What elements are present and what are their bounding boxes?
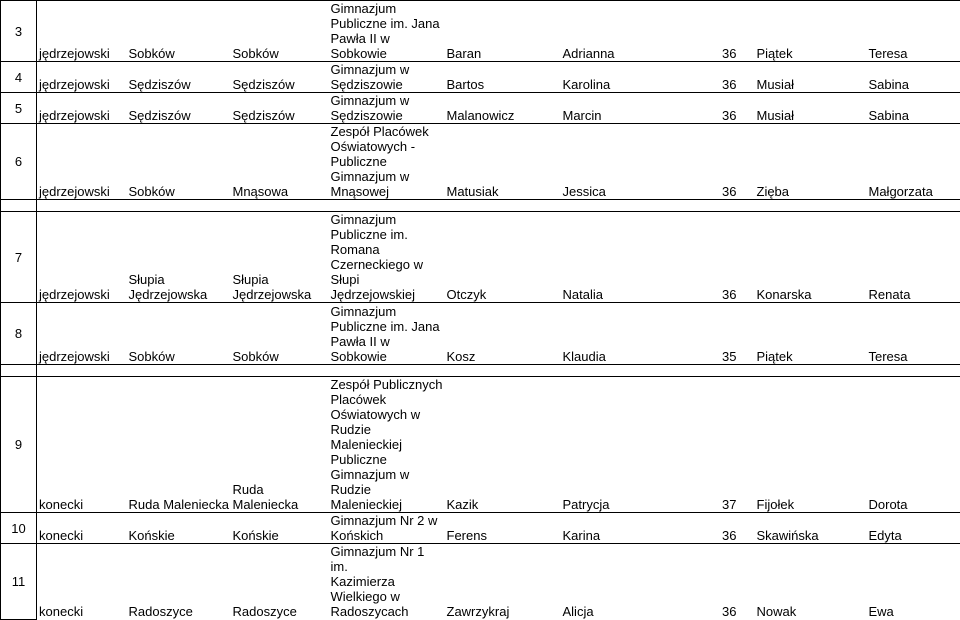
commune-cell: Ruda Maleniecka — [127, 377, 231, 513]
row-number: 8 — [1, 303, 37, 365]
school-cell — [329, 124, 445, 200]
school-line: Mnąsowej — [331, 184, 445, 199]
county-cell: konecki — [37, 513, 127, 544]
school-line: Publiczne im. — [331, 227, 445, 242]
commune-cell: Sędziszów — [127, 62, 231, 93]
teacher-name-cell: Dorota — [867, 377, 960, 513]
school-line: Sędziszowie — [331, 108, 445, 123]
school-line: Gimnazjum w — [331, 62, 445, 77]
spacer-row — [1, 365, 960, 377]
teacher-surname-cell: Musiał — [755, 62, 867, 93]
surname-cell: Malanowicz — [445, 93, 561, 124]
points-cell: 36 — [661, 212, 755, 303]
school-line: Publiczne — [331, 452, 445, 467]
commune-cell: Sobków — [127, 303, 231, 365]
county-cell: jędrzejowski — [37, 212, 127, 303]
school-line: Gimnazjum — [331, 304, 445, 319]
table-row — [1, 377, 960, 513]
table-row — [1, 513, 960, 544]
commune-cell: Sobków — [127, 124, 231, 200]
school-cell — [329, 212, 445, 303]
school-line: Rudzie Malenieckiej — [331, 482, 445, 512]
teacher-surname-cell: Fijołek — [755, 377, 867, 513]
row-number: 10 — [1, 513, 37, 544]
points-cell: 36 — [661, 124, 755, 200]
points-cell: 36 — [661, 62, 755, 93]
table-row — [1, 62, 960, 93]
school-line: Czerneckiego w — [331, 257, 445, 272]
surname-cell: Zawrzykraj — [445, 544, 561, 620]
school-line: Gimnazjum Nr 2 w — [331, 513, 445, 528]
town-cell: Ruda Maleniecka — [231, 377, 329, 513]
table-row — [1, 124, 960, 200]
school-line: Zespół Publicznych — [331, 377, 445, 392]
name-cell: Karolina — [561, 62, 661, 93]
teacher-name-cell: Sabina — [867, 93, 960, 124]
row-number: 3 — [1, 1, 37, 62]
name-cell: Klaudia — [561, 303, 661, 365]
school-line: Pawła II w Sobkowie — [331, 334, 445, 364]
school-line: Gimnazjum w — [331, 93, 445, 108]
surname-cell: Otczyk — [445, 212, 561, 303]
school-line: Sędziszowie — [331, 77, 445, 92]
town-cell: Sędziszów — [231, 62, 329, 93]
points-cell: 36 — [661, 513, 755, 544]
name-cell: Karina — [561, 513, 661, 544]
teacher-name-cell: Ewa — [867, 544, 960, 620]
school-line: Gimnazjum w — [331, 169, 445, 184]
school-line: Gimnazjum Nr 1 im. — [331, 544, 445, 574]
county-cell: jędrzejowski — [37, 62, 127, 93]
school-line: Pawła II w Sobkowie — [331, 31, 445, 61]
school-line: Kazimierza — [331, 574, 445, 589]
name-cell: Marcin — [561, 93, 661, 124]
school-cell — [329, 62, 445, 93]
surname-cell: Baran — [445, 1, 561, 62]
points-cell: 37 — [661, 377, 755, 513]
school-line: Publiczne im. Jana — [331, 319, 445, 334]
commune-cell: Słupia Jędrzejowska — [127, 212, 231, 303]
table-row — [1, 303, 960, 365]
row-number: 6 — [1, 124, 37, 200]
school-cell — [329, 93, 445, 124]
teacher-name-cell: Teresa — [867, 1, 960, 62]
commune-cell: Końskie — [127, 513, 231, 544]
row-number: 9 — [1, 377, 37, 513]
spacer-row — [1, 200, 960, 212]
teacher-surname-cell: Musiał — [755, 93, 867, 124]
table-row — [1, 93, 960, 124]
county-cell: jędrzejowski — [37, 1, 127, 62]
surname-cell: Kazik — [445, 377, 561, 513]
teacher-surname-cell: Piątek — [755, 303, 867, 365]
teacher-name-cell: Edyta — [867, 513, 960, 544]
town-cell: Sobków — [231, 303, 329, 365]
school-cell — [329, 513, 445, 544]
county-cell: jędrzejowski — [37, 124, 127, 200]
row-number: 4 — [1, 62, 37, 93]
school-line: Końskich — [331, 528, 445, 543]
row-number: 11 — [1, 544, 37, 620]
school-line: Romana — [331, 242, 445, 257]
name-cell: Adrianna — [561, 1, 661, 62]
school-line: Publiczne — [331, 154, 445, 169]
teacher-name-cell: Sabina — [867, 62, 960, 93]
town-cell: Radoszyce — [231, 544, 329, 620]
school-line: Placówek — [331, 392, 445, 407]
commune-cell: Sędziszów — [127, 93, 231, 124]
county-cell: jędrzejowski — [37, 303, 127, 365]
town-cell: Sędziszów — [231, 93, 329, 124]
school-line: Wielkiego w — [331, 589, 445, 604]
name-cell: Jessica — [561, 124, 661, 200]
school-cell — [329, 544, 445, 620]
school-cell — [329, 303, 445, 365]
commune-cell: Radoszyce — [127, 544, 231, 620]
name-cell: Patrycja — [561, 377, 661, 513]
school-cell — [329, 1, 445, 62]
points-cell: 36 — [661, 93, 755, 124]
table-row — [1, 212, 960, 303]
teacher-name-cell: Renata — [867, 212, 960, 303]
teacher-name-cell: Małgorzata — [867, 124, 960, 200]
teacher-surname-cell: Zięba — [755, 124, 867, 200]
town-cell: Sobków — [231, 1, 329, 62]
school-line: Gimnazjum — [331, 1, 445, 16]
table-row — [1, 544, 960, 620]
county-cell: konecki — [37, 544, 127, 620]
points-cell: 36 — [661, 544, 755, 620]
points-cell: 35 — [661, 303, 755, 365]
town-cell: Słupia Jędrzejowska — [231, 212, 329, 303]
points-cell: 36 — [661, 1, 755, 62]
surname-cell: Ferens — [445, 513, 561, 544]
school-line: Gimnazjum — [331, 212, 445, 227]
county-cell: jędrzejowski — [37, 93, 127, 124]
school-line: Oświatowych - — [331, 139, 445, 154]
row-number: 7 — [1, 212, 37, 303]
surname-cell: Bartos — [445, 62, 561, 93]
town-cell: Końskie — [231, 513, 329, 544]
school-line: Słupi Jędrzejowskiej — [331, 272, 445, 302]
name-cell: Natalia — [561, 212, 661, 303]
commune-cell: Sobków — [127, 1, 231, 62]
teacher-surname-cell: Konarska — [755, 212, 867, 303]
surname-cell: Matusiak — [445, 124, 561, 200]
teacher-surname-cell: Piątek — [755, 1, 867, 62]
teacher-surname-cell: Skawińska — [755, 513, 867, 544]
table-row — [1, 1, 960, 62]
school-line: Oświatowych w — [331, 407, 445, 422]
name-cell: Alicja — [561, 544, 661, 620]
school-line: Gimnazjum w — [331, 467, 445, 482]
school-line: Radoszycach — [331, 604, 445, 619]
county-cell: konecki — [37, 377, 127, 513]
town-cell: Mnąsowa — [231, 124, 329, 200]
teacher-surname-cell: Nowak — [755, 544, 867, 620]
school-line: Zespół Placówek — [331, 124, 445, 139]
school-cell — [329, 377, 445, 513]
school-line: Publiczne im. Jana — [331, 16, 445, 31]
surname-cell: Kosz — [445, 303, 561, 365]
school-line: Rudzie Malenieckiej — [331, 422, 445, 452]
row-number: 5 — [1, 93, 37, 124]
teacher-name-cell: Teresa — [867, 303, 960, 365]
